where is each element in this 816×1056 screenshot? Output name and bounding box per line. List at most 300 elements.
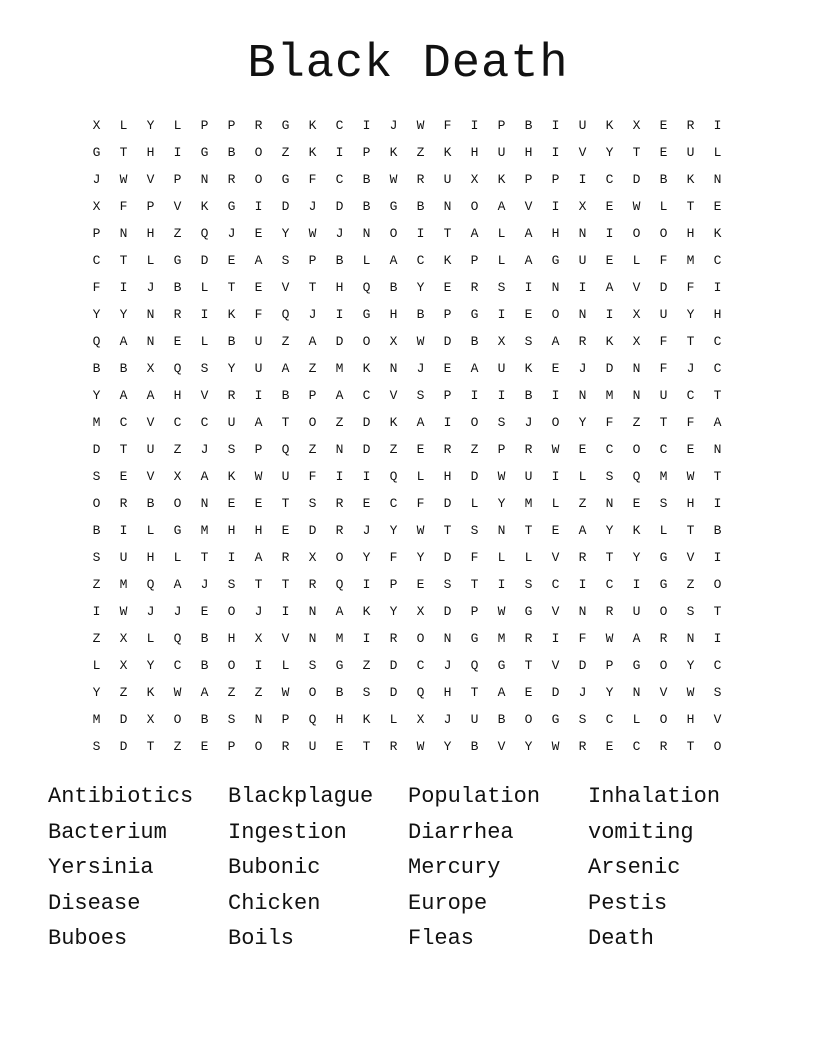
grid-cell[interactable]: L bbox=[146, 523, 155, 538]
grid-cell[interactable]: I bbox=[416, 226, 425, 241]
grid-cell[interactable]: A bbox=[632, 631, 641, 646]
grid-cell[interactable]: C bbox=[173, 658, 182, 673]
grid-cell[interactable]: J bbox=[227, 226, 236, 241]
grid-cell[interactable]: X bbox=[416, 712, 425, 727]
grid-cell[interactable]: Q bbox=[92, 334, 101, 349]
grid-cell[interactable]: B bbox=[389, 280, 398, 295]
grid-cell[interactable]: H bbox=[686, 226, 695, 241]
grid-cell[interactable]: E bbox=[578, 442, 587, 457]
grid-cell[interactable]: R bbox=[686, 118, 695, 133]
grid-cell[interactable]: N bbox=[551, 280, 560, 295]
grid-cell[interactable]: E bbox=[200, 604, 209, 619]
grid-cell[interactable]: N bbox=[443, 199, 452, 214]
grid-cell[interactable]: F bbox=[92, 280, 101, 295]
grid-cell[interactable]: F bbox=[659, 361, 668, 376]
grid-cell[interactable]: R bbox=[470, 280, 479, 295]
grid-cell[interactable]: I bbox=[200, 307, 209, 322]
grid-cell[interactable]: G bbox=[200, 145, 209, 160]
grid-cell[interactable]: S bbox=[92, 469, 101, 484]
grid-cell[interactable]: L bbox=[659, 523, 668, 538]
grid-cell[interactable]: W bbox=[686, 685, 695, 700]
grid-cell[interactable]: Z bbox=[578, 496, 587, 511]
grid-cell[interactable]: J bbox=[416, 361, 425, 376]
grid-cell[interactable]: A bbox=[335, 604, 344, 619]
grid-cell[interactable]: F bbox=[389, 550, 398, 565]
grid-cell[interactable]: U bbox=[578, 118, 587, 133]
grid-cell[interactable]: M bbox=[335, 361, 344, 376]
grid-cell[interactable]: D bbox=[92, 442, 101, 457]
grid-cell[interactable]: S bbox=[443, 577, 452, 592]
grid-cell[interactable]: J bbox=[443, 658, 452, 673]
grid-cell[interactable]: Z bbox=[92, 577, 101, 592]
grid-cell[interactable]: E bbox=[362, 496, 371, 511]
grid-cell[interactable]: L bbox=[146, 631, 155, 646]
grid-cell[interactable]: D bbox=[443, 496, 452, 511]
grid-cell[interactable]: E bbox=[713, 199, 722, 214]
grid-cell[interactable]: U bbox=[254, 361, 263, 376]
grid-cell[interactable]: D bbox=[281, 199, 290, 214]
grid-cell[interactable]: J bbox=[254, 604, 263, 619]
grid-cell[interactable]: D bbox=[335, 199, 344, 214]
grid-cell[interactable]: I bbox=[362, 577, 371, 592]
grid-cell[interactable]: T bbox=[524, 523, 533, 538]
grid-cell[interactable]: J bbox=[524, 415, 533, 430]
grid-cell[interactable]: J bbox=[200, 442, 209, 457]
grid-cell[interactable]: W bbox=[497, 604, 506, 619]
grid-cell[interactable]: Y bbox=[686, 307, 695, 322]
grid-cell[interactable]: T bbox=[200, 550, 209, 565]
grid-cell[interactable]: X bbox=[497, 334, 506, 349]
grid-cell[interactable]: H bbox=[470, 145, 479, 160]
grid-cell[interactable]: T bbox=[227, 280, 236, 295]
grid-cell[interactable]: S bbox=[578, 712, 587, 727]
grid-cell[interactable]: A bbox=[119, 334, 128, 349]
grid-cell[interactable]: O bbox=[308, 685, 317, 700]
grid-cell[interactable]: F bbox=[119, 199, 128, 214]
grid-cell[interactable]: R bbox=[389, 631, 398, 646]
grid-cell[interactable]: W bbox=[416, 523, 425, 538]
grid-cell[interactable]: W bbox=[416, 739, 425, 754]
grid-cell[interactable]: N bbox=[308, 631, 317, 646]
grid-cell[interactable]: K bbox=[362, 712, 371, 727]
grid-cell[interactable]: A bbox=[308, 334, 317, 349]
grid-cell[interactable]: I bbox=[551, 388, 560, 403]
grid-cell[interactable]: X bbox=[92, 199, 101, 214]
grid-cell[interactable]: M bbox=[200, 523, 209, 538]
grid-cell[interactable]: P bbox=[389, 577, 398, 592]
grid-cell[interactable]: S bbox=[362, 685, 371, 700]
grid-cell[interactable]: S bbox=[713, 685, 722, 700]
grid-cell[interactable]: I bbox=[713, 631, 722, 646]
grid-cell[interactable]: I bbox=[362, 469, 371, 484]
grid-cell[interactable]: L bbox=[632, 253, 641, 268]
grid-cell[interactable]: P bbox=[254, 442, 263, 457]
grid-cell[interactable]: B bbox=[227, 145, 236, 160]
grid-cell[interactable]: K bbox=[497, 172, 506, 187]
grid-cell[interactable]: P bbox=[470, 604, 479, 619]
grid-cell[interactable]: I bbox=[119, 280, 128, 295]
grid-cell[interactable]: I bbox=[713, 118, 722, 133]
grid-cell[interactable]: T bbox=[605, 550, 614, 565]
grid-cell[interactable]: C bbox=[416, 253, 425, 268]
grid-cell[interactable]: L bbox=[281, 658, 290, 673]
grid-cell[interactable]: Q bbox=[173, 631, 182, 646]
grid-cell[interactable]: F bbox=[308, 172, 317, 187]
grid-cell[interactable]: M bbox=[92, 415, 101, 430]
grid-cell[interactable]: T bbox=[659, 415, 668, 430]
grid-cell[interactable]: I bbox=[254, 199, 263, 214]
grid-cell[interactable]: K bbox=[308, 145, 317, 160]
grid-cell[interactable]: Y bbox=[443, 739, 452, 754]
grid-cell[interactable]: C bbox=[92, 253, 101, 268]
grid-cell[interactable]: B bbox=[416, 307, 425, 322]
grid-cell[interactable]: E bbox=[524, 307, 533, 322]
grid-cell[interactable]: H bbox=[524, 145, 533, 160]
grid-cell[interactable]: K bbox=[524, 361, 533, 376]
grid-cell[interactable]: P bbox=[443, 307, 452, 322]
grid-cell[interactable]: I bbox=[524, 280, 533, 295]
grid-cell[interactable]: O bbox=[362, 334, 371, 349]
grid-cell[interactable]: D bbox=[443, 334, 452, 349]
grid-cell[interactable]: P bbox=[281, 712, 290, 727]
grid-cell[interactable]: T bbox=[524, 658, 533, 673]
grid-cell[interactable]: O bbox=[416, 631, 425, 646]
grid-cell[interactable]: J bbox=[443, 712, 452, 727]
grid-cell[interactable]: P bbox=[605, 658, 614, 673]
grid-cell[interactable]: G bbox=[362, 307, 371, 322]
grid-cell[interactable]: M bbox=[524, 496, 533, 511]
grid-cell[interactable]: L bbox=[119, 118, 128, 133]
grid-cell[interactable]: U bbox=[578, 253, 587, 268]
grid-cell[interactable]: G bbox=[389, 199, 398, 214]
grid-cell[interactable]: H bbox=[146, 226, 155, 241]
grid-cell[interactable]: J bbox=[389, 118, 398, 133]
grid-cell[interactable]: K bbox=[389, 145, 398, 160]
grid-cell[interactable]: F bbox=[308, 469, 317, 484]
grid-cell[interactable]: R bbox=[119, 496, 128, 511]
grid-cell[interactable]: V bbox=[281, 631, 290, 646]
grid-cell[interactable]: I bbox=[119, 523, 128, 538]
grid-cell[interactable]: E bbox=[254, 280, 263, 295]
grid-cell[interactable]: O bbox=[227, 658, 236, 673]
grid-cell[interactable]: A bbox=[146, 388, 155, 403]
grid-cell[interactable]: P bbox=[146, 199, 155, 214]
grid-cell[interactable]: S bbox=[200, 361, 209, 376]
grid-cell[interactable]: V bbox=[146, 469, 155, 484]
grid-cell[interactable]: U bbox=[119, 550, 128, 565]
grid-cell[interactable]: W bbox=[119, 604, 128, 619]
grid-cell[interactable]: T bbox=[146, 739, 155, 754]
grid-cell[interactable]: G bbox=[335, 658, 344, 673]
grid-cell[interactable]: B bbox=[200, 712, 209, 727]
grid-cell[interactable]: N bbox=[308, 604, 317, 619]
grid-cell[interactable]: W bbox=[551, 739, 560, 754]
grid-cell[interactable]: L bbox=[92, 658, 101, 673]
grid-cell[interactable]: Y bbox=[227, 361, 236, 376]
grid-cell[interactable]: H bbox=[146, 145, 155, 160]
grid-cell[interactable]: I bbox=[470, 388, 479, 403]
grid-cell[interactable]: N bbox=[632, 388, 641, 403]
grid-cell[interactable]: G bbox=[551, 253, 560, 268]
grid-cell[interactable]: M bbox=[659, 469, 668, 484]
grid-cell[interactable]: D bbox=[389, 658, 398, 673]
grid-cell[interactable]: E bbox=[551, 361, 560, 376]
grid-cell[interactable]: T bbox=[281, 496, 290, 511]
grid-cell[interactable]: I bbox=[605, 226, 614, 241]
grid-cell[interactable]: X bbox=[146, 361, 155, 376]
grid-cell[interactable]: J bbox=[308, 307, 317, 322]
grid-cell[interactable]: E bbox=[254, 226, 263, 241]
grid-cell[interactable]: E bbox=[605, 199, 614, 214]
grid-cell[interactable]: Y bbox=[497, 496, 506, 511]
grid-cell[interactable]: S bbox=[470, 523, 479, 538]
grid-cell[interactable]: Q bbox=[173, 361, 182, 376]
grid-cell[interactable]: Z bbox=[281, 145, 290, 160]
grid-cell[interactable]: I bbox=[497, 307, 506, 322]
grid-cell[interactable]: Q bbox=[416, 685, 425, 700]
grid-cell[interactable]: D bbox=[362, 442, 371, 457]
grid-cell[interactable]: H bbox=[173, 388, 182, 403]
grid-cell[interactable]: B bbox=[200, 658, 209, 673]
grid-cell[interactable]: U bbox=[659, 388, 668, 403]
grid-cell[interactable]: B bbox=[119, 361, 128, 376]
grid-cell[interactable]: R bbox=[173, 307, 182, 322]
grid-cell[interactable]: E bbox=[416, 577, 425, 592]
grid-cell[interactable]: I bbox=[605, 307, 614, 322]
grid-cell[interactable]: N bbox=[335, 442, 344, 457]
grid-cell[interactable]: N bbox=[578, 604, 587, 619]
grid-cell[interactable]: O bbox=[254, 172, 263, 187]
grid-cell[interactable]: N bbox=[200, 172, 209, 187]
grid-cell[interactable]: H bbox=[146, 550, 155, 565]
grid-cell[interactable]: P bbox=[227, 739, 236, 754]
grid-cell[interactable]: J bbox=[146, 604, 155, 619]
grid-cell[interactable]: F bbox=[443, 118, 452, 133]
grid-cell[interactable]: N bbox=[362, 226, 371, 241]
grid-cell[interactable]: H bbox=[686, 712, 695, 727]
grid-cell[interactable]: W bbox=[632, 199, 641, 214]
grid-cell[interactable]: I bbox=[713, 496, 722, 511]
grid-cell[interactable]: Y bbox=[389, 604, 398, 619]
grid-cell[interactable]: K bbox=[362, 361, 371, 376]
grid-cell[interactable]: G bbox=[497, 658, 506, 673]
grid-cell[interactable]: D bbox=[632, 172, 641, 187]
grid-cell[interactable]: F bbox=[470, 550, 479, 565]
grid-cell[interactable]: O bbox=[659, 658, 668, 673]
grid-cell[interactable]: P bbox=[524, 172, 533, 187]
grid-cell[interactable]: L bbox=[497, 226, 506, 241]
grid-cell[interactable]: T bbox=[470, 577, 479, 592]
grid-cell[interactable]: A bbox=[524, 226, 533, 241]
grid-cell[interactable]: T bbox=[686, 523, 695, 538]
grid-cell[interactable]: T bbox=[362, 739, 371, 754]
grid-cell[interactable]: T bbox=[632, 145, 641, 160]
grid-cell[interactable]: R bbox=[578, 550, 587, 565]
grid-cell[interactable]: B bbox=[92, 361, 101, 376]
grid-cell[interactable]: B bbox=[470, 334, 479, 349]
grid-cell[interactable]: G bbox=[281, 172, 290, 187]
grid-cell[interactable]: N bbox=[578, 226, 587, 241]
grid-cell[interactable]: H bbox=[254, 523, 263, 538]
grid-cell[interactable]: A bbox=[389, 253, 398, 268]
grid-cell[interactable]: B bbox=[362, 172, 371, 187]
grid-cell[interactable]: J bbox=[335, 226, 344, 241]
grid-cell[interactable]: Z bbox=[632, 415, 641, 430]
grid-cell[interactable]: S bbox=[686, 604, 695, 619]
grid-cell[interactable]: A bbox=[605, 280, 614, 295]
grid-cell[interactable]: D bbox=[362, 415, 371, 430]
grid-cell[interactable]: O bbox=[173, 496, 182, 511]
grid-cell[interactable]: L bbox=[497, 550, 506, 565]
grid-cell[interactable]: I bbox=[92, 604, 101, 619]
grid-cell[interactable]: Z bbox=[254, 685, 263, 700]
grid-cell[interactable]: O bbox=[335, 550, 344, 565]
grid-cell[interactable]: D bbox=[389, 685, 398, 700]
grid-cell[interactable]: C bbox=[686, 388, 695, 403]
grid-cell[interactable]: Z bbox=[227, 685, 236, 700]
grid-cell[interactable]: T bbox=[281, 577, 290, 592]
grid-cell[interactable]: S bbox=[227, 442, 236, 457]
grid-cell[interactable]: E bbox=[524, 685, 533, 700]
grid-cell[interactable]: Y bbox=[605, 145, 614, 160]
grid-cell[interactable]: E bbox=[173, 334, 182, 349]
grid-cell[interactable]: B bbox=[416, 199, 425, 214]
grid-cell[interactable]: L bbox=[524, 550, 533, 565]
grid-cell[interactable]: G bbox=[659, 550, 668, 565]
grid-cell[interactable]: E bbox=[200, 739, 209, 754]
grid-cell[interactable]: Q bbox=[335, 577, 344, 592]
grid-cell[interactable]: V bbox=[146, 172, 155, 187]
grid-cell[interactable]: Z bbox=[281, 334, 290, 349]
grid-cell[interactable]: A bbox=[119, 388, 128, 403]
grid-cell[interactable]: K bbox=[200, 199, 209, 214]
grid-cell[interactable]: O bbox=[632, 226, 641, 241]
grid-cell[interactable]: A bbox=[173, 577, 182, 592]
grid-cell[interactable]: N bbox=[389, 361, 398, 376]
grid-cell[interactable]: O bbox=[254, 145, 263, 160]
grid-cell[interactable]: L bbox=[713, 145, 722, 160]
grid-cell[interactable]: N bbox=[497, 523, 506, 538]
grid-cell[interactable]: D bbox=[578, 658, 587, 673]
grid-cell[interactable]: M bbox=[92, 712, 101, 727]
grid-cell[interactable]: Y bbox=[605, 523, 614, 538]
grid-cell[interactable]: U bbox=[281, 469, 290, 484]
grid-cell[interactable]: Y bbox=[92, 307, 101, 322]
grid-cell[interactable]: X bbox=[173, 469, 182, 484]
grid-cell[interactable]: A bbox=[335, 388, 344, 403]
grid-cell[interactable]: X bbox=[416, 604, 425, 619]
grid-cell[interactable]: Y bbox=[605, 685, 614, 700]
grid-cell[interactable]: C bbox=[335, 172, 344, 187]
grid-cell[interactable]: T bbox=[470, 685, 479, 700]
grid-cell[interactable]: F bbox=[578, 631, 587, 646]
grid-cell[interactable]: U bbox=[146, 442, 155, 457]
grid-cell[interactable]: K bbox=[443, 145, 452, 160]
grid-cell[interactable]: S bbox=[308, 658, 317, 673]
grid-cell[interactable]: Y bbox=[362, 550, 371, 565]
grid-cell[interactable]: D bbox=[308, 523, 317, 538]
grid-cell[interactable]: Y bbox=[578, 415, 587, 430]
grid-cell[interactable]: Y bbox=[281, 226, 290, 241]
grid-cell[interactable]: B bbox=[335, 253, 344, 268]
grid-cell[interactable]: Z bbox=[686, 577, 695, 592]
grid-cell[interactable]: I bbox=[497, 388, 506, 403]
grid-cell[interactable]: E bbox=[227, 496, 236, 511]
grid-cell[interactable]: W bbox=[416, 118, 425, 133]
grid-cell[interactable]: S bbox=[497, 280, 506, 295]
grid-cell[interactable]: V bbox=[281, 280, 290, 295]
grid-cell[interactable]: Q bbox=[281, 442, 290, 457]
grid-cell[interactable]: T bbox=[686, 739, 695, 754]
grid-cell[interactable]: K bbox=[146, 685, 155, 700]
grid-cell[interactable]: I bbox=[470, 118, 479, 133]
grid-cell[interactable]: B bbox=[659, 172, 668, 187]
grid-cell[interactable]: E bbox=[227, 253, 236, 268]
grid-cell[interactable]: S bbox=[659, 496, 668, 511]
grid-cell[interactable]: J bbox=[200, 577, 209, 592]
grid-cell[interactable]: N bbox=[578, 307, 587, 322]
grid-cell[interactable]: O bbox=[659, 226, 668, 241]
grid-cell[interactable]: H bbox=[335, 280, 344, 295]
grid-cell[interactable]: E bbox=[686, 442, 695, 457]
grid-cell[interactable]: R bbox=[227, 388, 236, 403]
grid-cell[interactable]: K bbox=[713, 226, 722, 241]
grid-cell[interactable]: M bbox=[119, 577, 128, 592]
grid-cell[interactable]: V bbox=[686, 550, 695, 565]
grid-cell[interactable]: N bbox=[632, 685, 641, 700]
grid-cell[interactable]: U bbox=[686, 145, 695, 160]
grid-cell[interactable]: Z bbox=[92, 631, 101, 646]
grid-cell[interactable]: I bbox=[713, 280, 722, 295]
grid-cell[interactable]: Q bbox=[389, 469, 398, 484]
grid-cell[interactable]: X bbox=[632, 118, 641, 133]
grid-cell[interactable]: E bbox=[254, 496, 263, 511]
grid-cell[interactable]: C bbox=[389, 496, 398, 511]
grid-cell[interactable]: B bbox=[497, 712, 506, 727]
grid-cell[interactable]: I bbox=[578, 577, 587, 592]
letter-grid[interactable] bbox=[83, 112, 733, 760]
grid-cell[interactable]: T bbox=[308, 280, 317, 295]
grid-cell[interactable]: I bbox=[443, 415, 452, 430]
grid-cell[interactable]: O bbox=[713, 577, 722, 592]
grid-cell[interactable]: V bbox=[146, 415, 155, 430]
grid-cell[interactable]: K bbox=[227, 469, 236, 484]
grid-cell[interactable]: M bbox=[497, 631, 506, 646]
grid-cell[interactable]: R bbox=[416, 172, 425, 187]
grid-cell[interactable]: S bbox=[227, 712, 236, 727]
grid-cell[interactable]: K bbox=[605, 118, 614, 133]
grid-cell[interactable]: O bbox=[551, 415, 560, 430]
grid-cell[interactable]: S bbox=[497, 415, 506, 430]
grid-cell[interactable]: V bbox=[713, 712, 722, 727]
grid-cell[interactable]: X bbox=[308, 550, 317, 565]
grid-cell[interactable]: Y bbox=[686, 658, 695, 673]
grid-cell[interactable]: A bbox=[578, 523, 587, 538]
grid-cell[interactable]: Z bbox=[173, 226, 182, 241]
grid-cell[interactable]: H bbox=[686, 496, 695, 511]
grid-cell[interactable]: C bbox=[416, 658, 425, 673]
grid-cell[interactable]: B bbox=[524, 118, 533, 133]
grid-cell[interactable]: H bbox=[227, 631, 236, 646]
grid-cell[interactable]: P bbox=[362, 145, 371, 160]
grid-cell[interactable]: H bbox=[443, 685, 452, 700]
grid-cell[interactable]: E bbox=[119, 469, 128, 484]
grid-cell[interactable]: O bbox=[227, 604, 236, 619]
grid-cell[interactable]: H bbox=[713, 307, 722, 322]
grid-cell[interactable]: A bbox=[470, 226, 479, 241]
grid-cell[interactable]: L bbox=[632, 712, 641, 727]
grid-cell[interactable]: S bbox=[92, 550, 101, 565]
